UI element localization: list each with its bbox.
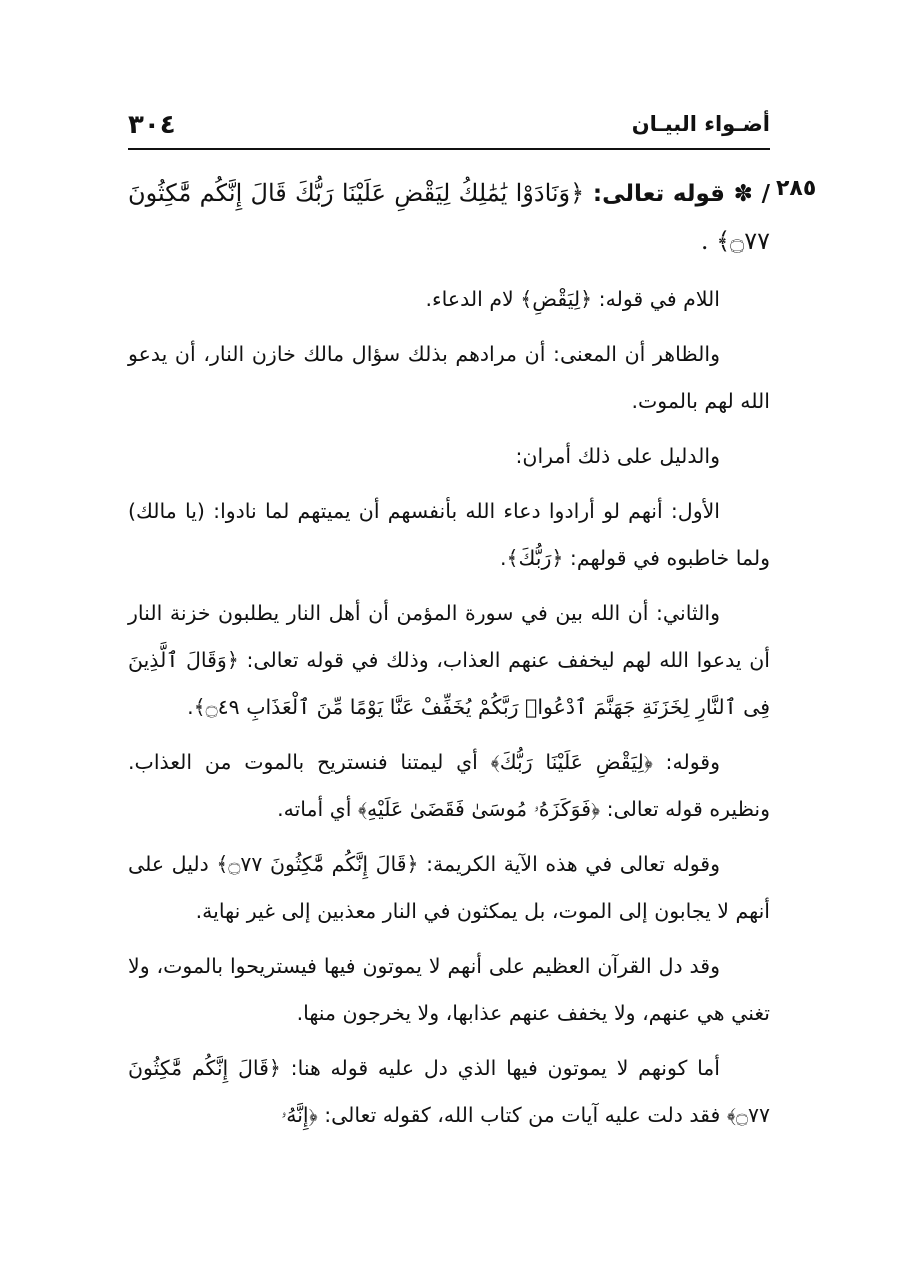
page-header: [128, 108, 770, 150]
body-paragraph: وقوله: ﴿لِيَقْضِ عَلَيْنَا رَبُّكَ﴾ أي ليمتنا فنستريح بالموت من العذاب. ونظيره قوله تعالى: ﴿فَوَكَزَهُۥ مُوسَىٰ فَقَضَىٰ عَلَيْهِ﴾ أي أماته.: [128, 750, 770, 821]
running-title: أضـواء البيـان: [631, 112, 770, 136]
quran-verse: ﴿وَنَادَوْا يَٰمَٰلِكُ لِيَقْضِ عَلَيْنَا رَبُّكَ قَالَ إِنَّكُم مَّٰكِثُونَ ۝٧٧﴾ .: [128, 179, 770, 255]
body-paragraph: أما كونهم لا يموتون فيها الذي دل عليه قوله هنا: ﴿قَالَ إِنَّكُم مَّٰكِثُونَ ۝٧٧﴾ فقد دلت عليه آيات من كتاب الله، كقوله تعالى: ﴿إِنَّهُۥ: [128, 1056, 770, 1127]
margin-page-number: ٢٨٥: [776, 176, 817, 201]
verse-heading-label: / ✽ قوله تعالى:: [584, 181, 771, 207]
body-paragraph: والثاني: أن الله بين في سورة المؤمن أن أهل النار يطلبون خزنة النار أن يدعوا الله لهم ليخفف عنهم العذاب، وذلك في قوله تعالى: ﴿وَقَالَ ٱلَّذِينَ فِى ٱلنَّارِ لِخَزَنَةِ جَهَنَّمَ ٱدْعُوا۟ رَبَّكُمْ يُخَفِّفْ عَنَّا يَوْمًا مِّنَ ٱلْعَذَابِ ۝٤٩﴾.: [128, 601, 770, 719]
body-paragraph: والظاهر أن المعنى: أن مرادهم بذلك سؤال مالك خازن النار، أن يدعو الله لهم بالموت.: [128, 342, 770, 413]
verse-heading-paragraph: [128, 170, 770, 266]
page-body: [128, 170, 770, 1147]
page-number: ٣٠٤: [128, 110, 176, 140]
body-paragraph: الأول: أنهم لو أرادوا دعاء الله بأنفسهم أن يميتهم لما نادوا: (يا مالك) ولما خاطبوه في قولهم: ﴿رَبُّكَ﴾.: [128, 499, 770, 570]
body-paragraph: اللام في قوله: ﴿لِيَقْضِ﴾ لام الدعاء.: [425, 287, 720, 311]
body-paragraph: والدليل على ذلك أمران:: [515, 444, 720, 468]
body-paragraph: وقد دل القرآن العظيم على أنهم لا يموتون فيها فيستريحوا بالموت، ولا تغني هي عنهم، ولا يخفف عنهم عذابها، ولا يخرجون منها.: [128, 954, 770, 1025]
body-paragraph: وقوله تعالى في هذه الآية الكريمة: ﴿قَالَ إِنَّكُم مَّٰكِثُونَ ۝٧٧﴾ دليل على أنهم لا يجابون إلى الموت، بل يمكثون في النار معذبين إلى غير نهاية.: [128, 852, 770, 923]
